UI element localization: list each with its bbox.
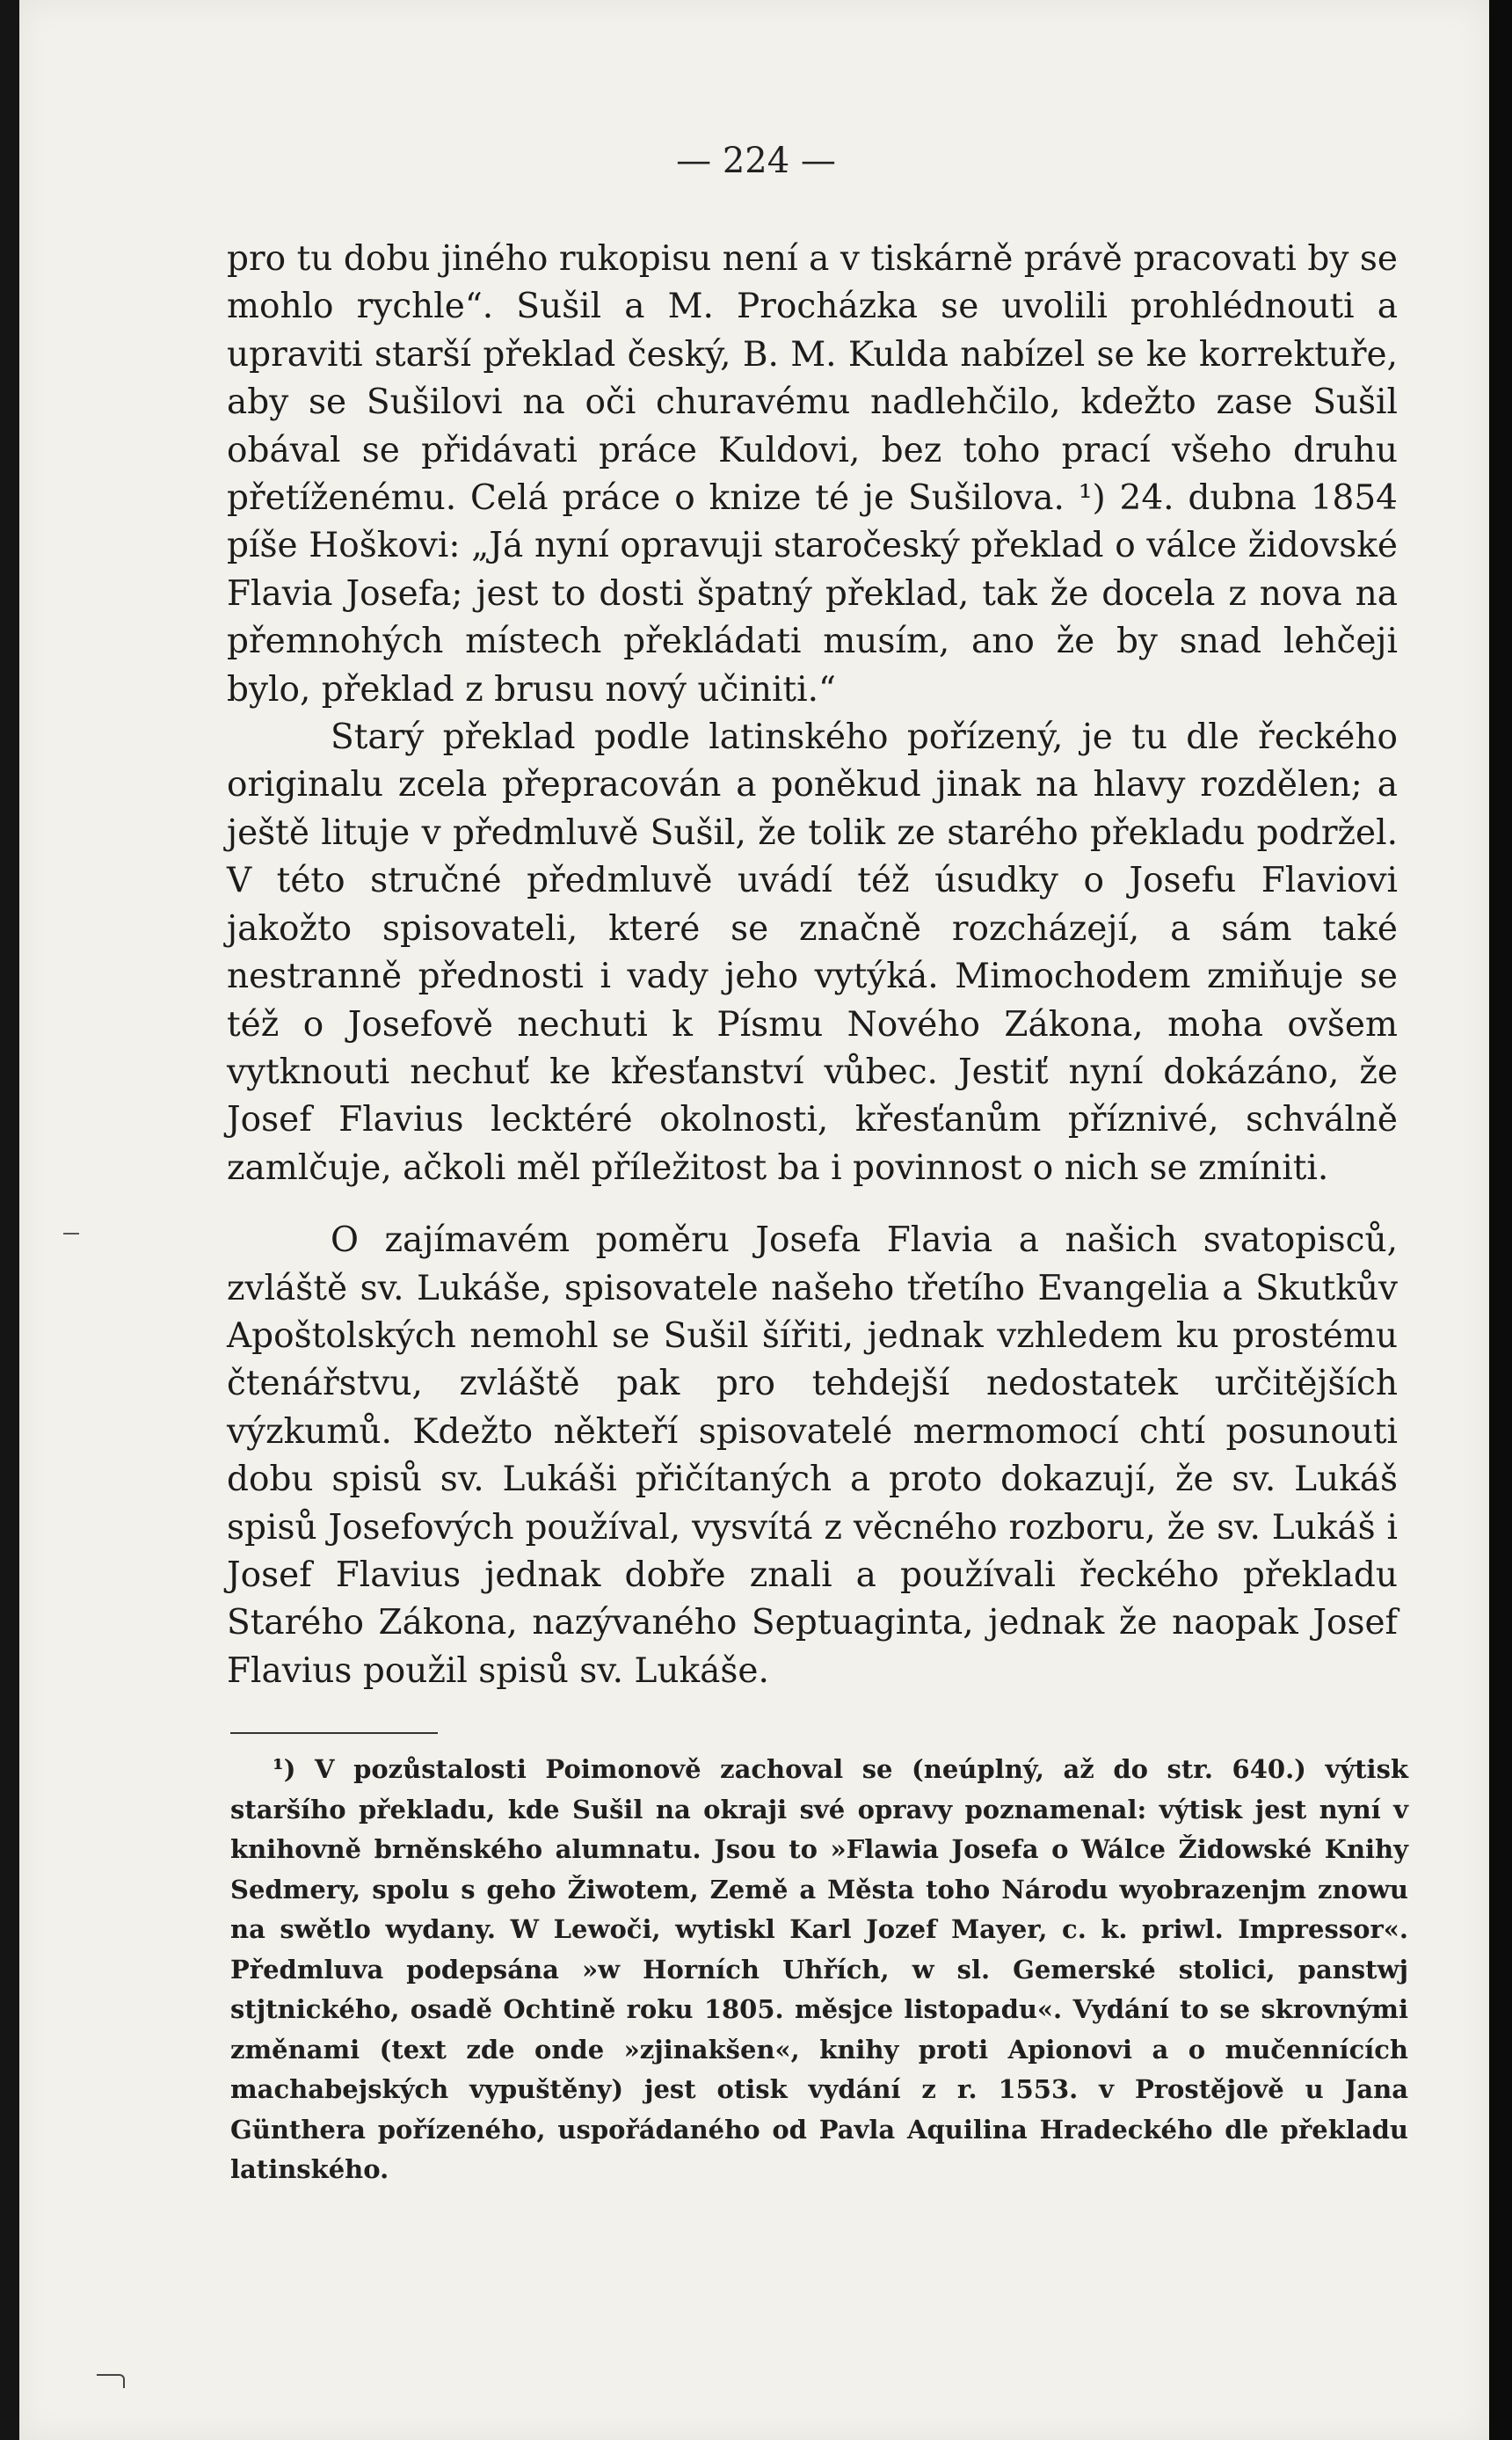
margin-mark bbox=[63, 1233, 79, 1235]
paragraph-1: pro tu dobu jiného rukopisu není a v tiskárně právě pracovati by se mohlo rychle“. Sušil a M. Procházka se uvolili prohlédnouti a upraviti starší překlad český, B. M. Kulda nabízel se ke korrektuře, aby se Sušilovi na oči churavému nadlehčilo, kdežto zase Sušil obával se přidávati práce Kuldovi, bez toho prací všeho druhu přetíženému. Celá práce o knize té je Sušilova. ¹) 24. dubna 1854 píše Hoškovi: „Já nyní opravuji staročeský překlad o válce židovské Flavia Josefa; jest to dosti špatný překlad, tak že docela z nova na přemnohých místech překládati musím, ano že by snad lehčeji bylo, překlad z brusu nový učiniti.“ bbox=[227, 239, 1398, 710]
scan-left-border bbox=[0, 0, 19, 2440]
page-number: — 224 — bbox=[676, 141, 836, 181]
main-text bbox=[227, 236, 1398, 1695]
footnote-divider bbox=[230, 1732, 438, 1734]
footnotes bbox=[230, 1750, 1408, 2190]
paragraph-2: Starý překlad podle latinského pořízený, je tu dle řeckého originalu zcela přepracován a poněkud jinak na hlavy rozdělen; a ještě lituje v předmluvě Sušil, že tolik ze starého překladu podržel. V této stručné předmluvě uvádí též úsudky o Josefu Flaviovi jakožto spisovateli, které se značně rozcházejí, a sám také nestranně přednosti i vady jeho vytýká. Mimochodem zmiňuje se též o Josefově nechuti k Písmu Nového Zákona, moha ovšem vytknouti nechuť ke křesťanství vůbec. Jestiť nyní dokázáno, že Josef Flavius lecktéré okolnosti, křesťanům příznivé, schválně zamlčuje, ačkoli měl příležitost ba i povinnost o nich se zmíniti. bbox=[227, 717, 1398, 1188]
footnote-1: ¹) V pozůstalosti Poimonově zachoval se (neúplný, až do str. 640.) výtisk staršího překladu, kde Sušil na okraji své opravy poznamenal: výtisk jest nyní v knihovně brněnského alumnatu. Jsou to »Flawia Josefa o Wálce Židowské Knihy Sedmery, spolu s geho Žiwotem, Země a Města toho Národu wyobrazenjm znowu na swětlo wydany. W Lewoči, wytiskl Karl Jozef Mayer, c. k. priwl. Impressor«. Předmluva podepsána »w Horních Uhřích, w sl. Gemerské stolici, panstwj stjtnického, osadě Ochtině roku 1805. měsjce listopadu«. Vydání to se skrovnými změnami (text zde onde »zjinakšen«, knihy proti Apionovi a o mučennících machabejských vypuštěny) jest otisk vydání z r. 1553. v Prostějově u Jana Günthera pořízeného, uspořádaného od Pavla Aquilina Hradeckého dle překladu latinského. bbox=[230, 1754, 1408, 2184]
paragraph-3: O zajímavém poměru Josefa Flavia a našich svatopisců, zvláště sv. Lukáše, spisovatele našeho třetího Evangelia a Skutkův Apoštolských nemohl se Sušil šířiti, jednak vzhledem ku prostému čtenářstvu, zvláště pak pro tehdejší nedostatek určitějších výzkumů. Kdežto někteří spisovatelé mermomocí chtí posunouti dobu spisů sv. Lukáši přičítaných a proto dokazují, že sv. Lukáš spisů Josefových používal, vysvítá z věcného rozboru, že sv. Lukáš i Josef Flavius jednak dobře znali a používali řeckého překladu Starého Zákona, nazývaného Septuaginta, jednak že naopak Josef Flavius použil spisů sv. Lukáše. bbox=[227, 1220, 1398, 1691]
scan-right-border bbox=[1489, 0, 1512, 2440]
corner-mark bbox=[97, 2374, 125, 2388]
